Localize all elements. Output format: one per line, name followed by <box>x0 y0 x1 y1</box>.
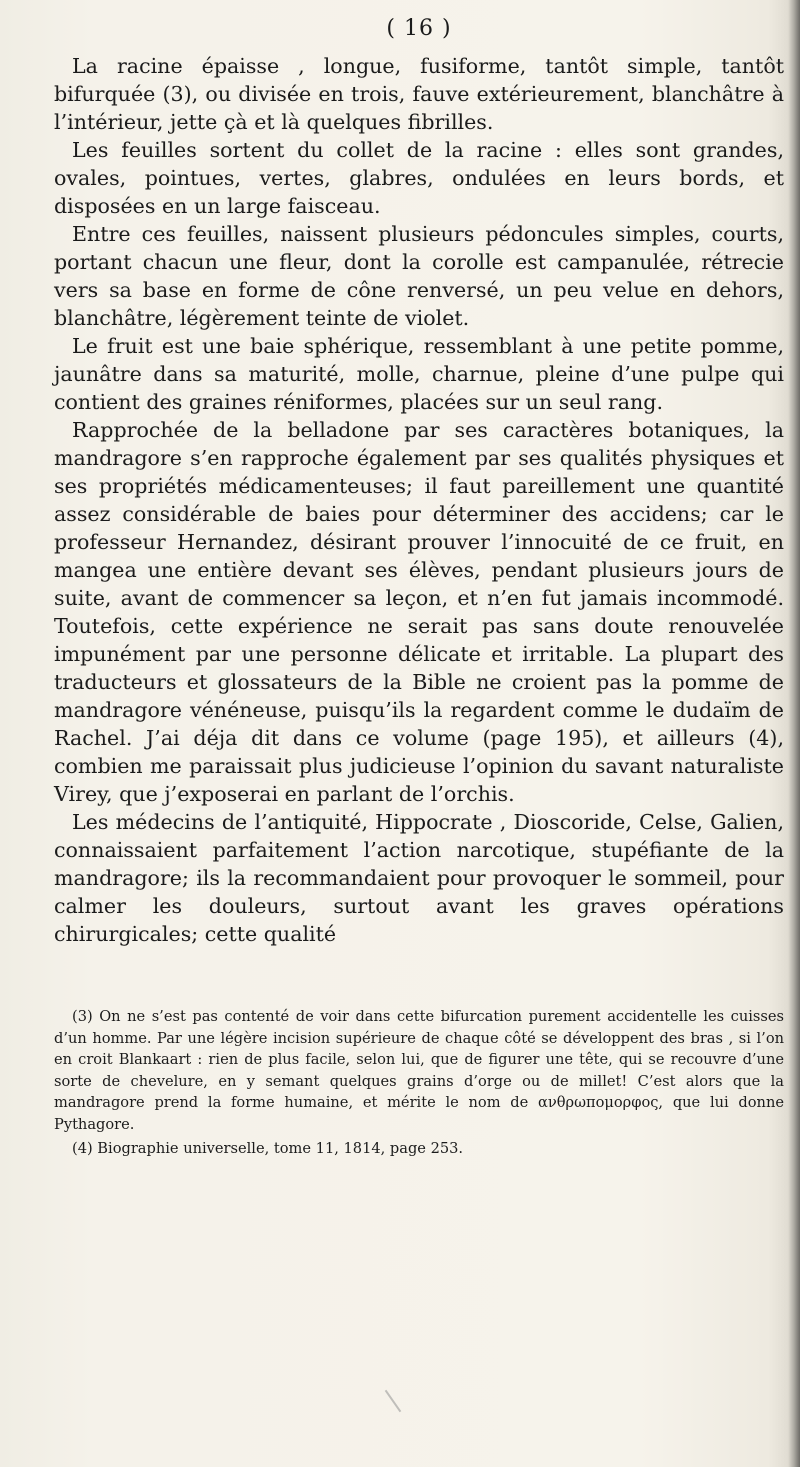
footnote-separator-space <box>54 948 784 1006</box>
paragraph-antiquity: Les médecins de l’antiquité, Hippocrate , Dioscoride, Celse, Galien, connaissaient parfaitement l’action narcotique, stupéfiante de la mandragore; ils la recommandaient pour provoquer le sommeil, pour calmer les douleurs, surtout avant les graves opérations chirurgicales; cette qualité <box>54 810 784 946</box>
footnote-4: (4) Biographie universelle, tome 11, 1814, page 253. <box>72 1139 464 1157</box>
page-content <box>54 8 784 1159</box>
footnote-3: (3) On ne s’est pas contenté de voir dans cette bifurcation purement accidentelle les cuisses d’un homme. Par une légère incision supérieure de chaque côté se développent des bras , si l’on en croit Blankaart : rien de plus facile, selon lui, que de figurer une tête, qui se recouvre d’une sorte de chevelure, en y semant quelques grains d’orge ou de millet! C’est alors que la mandragore prend la forme humaine, et mérite le nom de ανθρωπομορφος, que lui donne Pythagore. <box>54 1008 784 1133</box>
page-edge-shadow <box>788 0 800 1467</box>
paragraph-root: La racine épaisse , longue, fusiforme, tantôt simple, tantôt bifurquée (3), ou divisée en trois, fauve extérieurement, blanchâtre à l’intérieur, jette çà et là quelques fibrilles. <box>54 54 784 134</box>
stray-pencil-mark <box>385 1390 402 1412</box>
paragraph-fruit: Le fruit est une baie sphérique, ressemblant à une petite pomme, jaunâtre dans sa maturité, molle, charnue, pleine d’une pulpe qui contient des graines réniformes, placées sur un seul rang. <box>54 334 784 414</box>
paragraph-leaves: Les feuilles sortent du collet de la racine : elles sont grandes, ovales, pointues, vertes, glabres, ondulées en leurs bords, et disposées en un large faisceau. <box>54 138 784 218</box>
page-number: ( 16 ) <box>386 16 452 41</box>
paragraph-belladone: Rapprochée de la belladone par ses caractères botaniques, la mandragore s’en rapproche également par ses qualités physiques et ses propriétés médicamenteuses; il faut pareillement une quantité assez considérable de baies pour déterminer des accidens; car le professeur Hernandez, désirant prouver l’innocuité de ce fruit, en mangea une entière devant ses élèves, pendant plusieurs jours de suite, avant de commencer sa leçon, et n’en fut jamais incommodé. Toutefois, cette expérience ne serait pas sans doute renouvelée impunément par une personne délicate et irritable. La plupart des traducteurs et glossateurs de la Bible ne croient pas la pomme de mandragore vénéneuse, puisqu’ils la regardent comme le dudaïm de Rachel. J’ai déja dit dans ce volume (page 195), et ailleurs (4), combien me paraissait plus judicieuse l’opinion du savant naturaliste Virey, que j’exposerai en parlant de l’orchis. <box>54 418 784 806</box>
paragraph-flowers: Entre ces feuilles, naissent plusieurs pédoncules simples, courts, portant chacun une fleur, dont la corolle est campanulée, rétrecie vers sa base en forme de cône renversé, un peu velue en dehors, blanchâtre, légèrement teinte de violet. <box>54 222 784 330</box>
